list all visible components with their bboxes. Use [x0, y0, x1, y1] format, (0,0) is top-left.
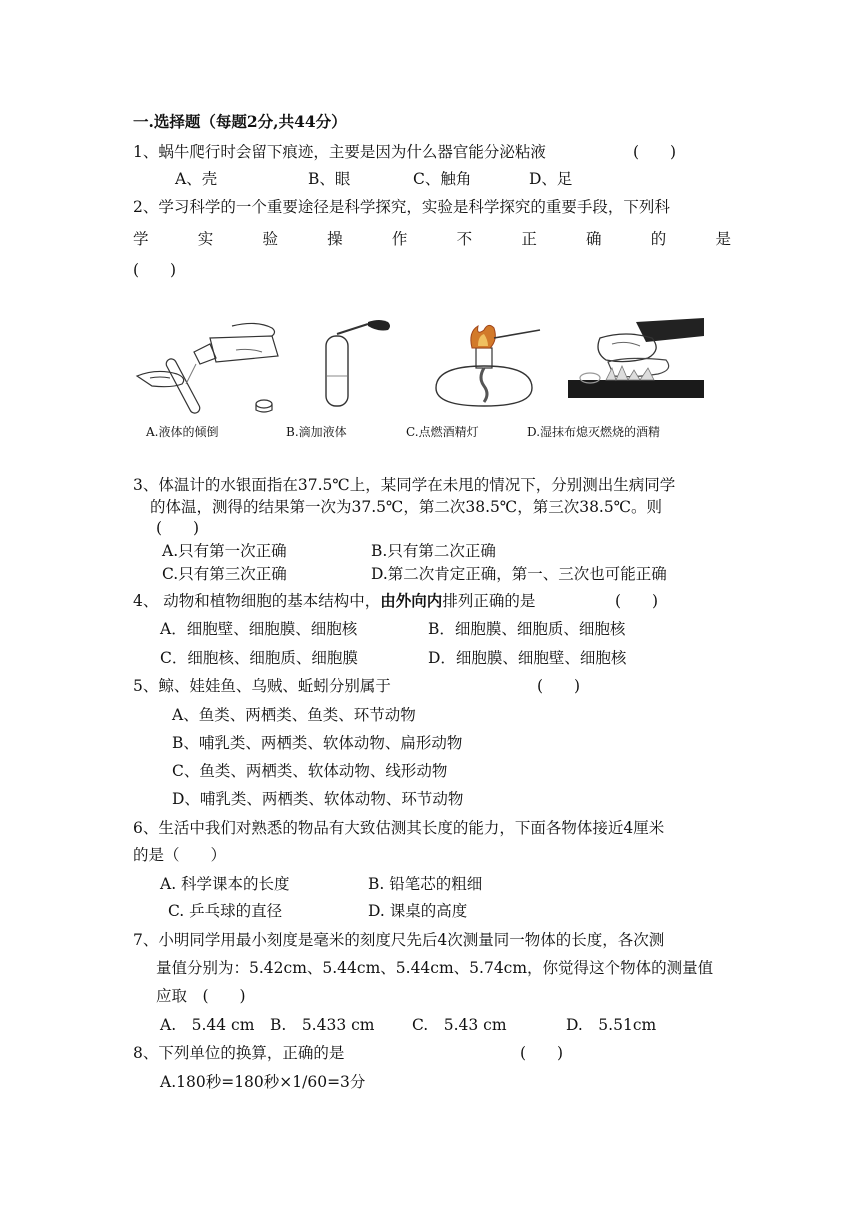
q2-char: 学	[133, 230, 149, 248]
q1-option-c: C、触角	[413, 170, 472, 188]
q7-option-c: C. 5.43 cm	[412, 1016, 507, 1034]
q4-answer-blank: ( )	[615, 592, 659, 610]
q2-answer-blank: ( )	[133, 261, 177, 279]
q1-option-b: B、眼	[308, 170, 351, 188]
q3-option-c: C.只有第三次正确	[162, 565, 287, 583]
figure-caption-b: B.滴加液体	[286, 425, 347, 439]
q4-option-d: D．细胞膜、细胞壁、细胞核	[428, 649, 627, 667]
q2-char: 作	[391, 230, 408, 248]
q8-stem: 8、下列单位的换算，正确的是	[133, 1044, 345, 1062]
q7-option-b: B. 5.433 cm	[270, 1016, 375, 1034]
figure-caption-c: C.点燃酒精灯	[406, 425, 479, 439]
q7-line-2: 量值分别为：5.42cm、5.44cm、5.44cm、5.74cm，你觉得这个物体的测量值	[156, 959, 714, 977]
q1-stem: 1、蜗牛爬行时会留下痕迹，主要是因为什么器官能分泌粘液	[133, 143, 546, 161]
q1-answer-blank: ( )	[633, 143, 677, 161]
q4-stem	[133, 590, 535, 612]
q7-line-1: 7、小明同学用最小刻度是毫米的刻度尺先后4次测量同一物体的长度，各次测	[133, 931, 665, 949]
figure-caption-a: A.液体的倾倒	[146, 425, 219, 439]
q6-option-d: D. 课桌的高度	[368, 902, 468, 920]
dropper-illustration	[318, 316, 398, 408]
q3-line-2: 的体温，测得的结果第一次为37.5℃，第二次38.5℃，第三次38.5℃。则	[150, 498, 663, 516]
q5-option-d: D、哺乳类、两栖类、软体动物、环节动物	[172, 790, 464, 808]
wet-cloth-extinguish-illustration	[566, 316, 706, 410]
q4-stem-prefix: 4、 动物和植物细胞的基本结构中，	[133, 592, 381, 610]
q6-option-c: C. 乒乓球的直径	[168, 902, 283, 920]
q2-char: 不	[456, 230, 473, 248]
q7-option-d: D. 5.51cm	[566, 1016, 657, 1034]
q4-option-b: B．细胞膜、细胞质、细胞核	[428, 620, 626, 638]
q1-option-d: D、足	[529, 170, 573, 188]
q4-option-a: A．细胞壁、细胞膜、细胞核	[160, 620, 358, 638]
section-title: 一.选择题（每题2分,共44分）	[133, 112, 347, 131]
q2-char: 是	[715, 230, 731, 248]
q6-line-2: 的是（ ）	[133, 846, 227, 864]
q2-line-1: 2、学习科学的一个重要途径是科学探究，实验是科学探究的重要手段，下列科	[133, 198, 670, 216]
q5-option-a: A、鱼类、两栖类、鱼类、环节动物	[172, 706, 416, 724]
q2-char: 正	[521, 230, 537, 248]
q2-char: 实	[197, 230, 214, 248]
pouring-liquid-illustration	[132, 318, 282, 418]
q6-option-b: B. 铅笔芯的粗细	[368, 875, 483, 893]
q8-answer-blank: ( )	[520, 1044, 564, 1062]
q2-char: 的	[650, 230, 667, 248]
q5-option-b: B、哺乳类、两栖类、软体动物、扁形动物	[172, 734, 463, 752]
q1-option-a: A、壳	[175, 170, 218, 188]
q4-stem-emphasis: 由外向内	[380, 591, 443, 610]
q6-line-1: 6、生活中我们对熟悉的物品有大致估测其长度的能力，下面各物体接近4厘米	[133, 819, 665, 837]
q6-option-a: A. 科学课本的长度	[160, 875, 290, 893]
q4-option-c: C．细胞核、细胞质、细胞膜	[160, 649, 358, 667]
q3-option-d: D.第二次肯定正确，第一、三次也可能正确	[371, 565, 667, 583]
q7-line-3: 应取 ( )	[156, 987, 246, 1005]
q3-answer-blank: ( )	[156, 519, 200, 537]
q5-answer-blank: ( )	[537, 677, 581, 695]
alcohol-lamp-lighting-illustration	[428, 318, 548, 410]
q3-line-1: 3、体温计的水银面指在37.5℃上，某同学在未甩的情况下，分别测出生病同学	[133, 476, 676, 494]
q4-stem-suffix: 排列正确的是	[442, 592, 536, 610]
q7-option-a: A. 5.44 cm	[160, 1016, 255, 1034]
q2-char: 确	[586, 230, 602, 248]
q3-option-b: B.只有第二次正确	[371, 542, 496, 560]
q2-char: 操	[327, 230, 343, 248]
q5-option-c: C、鱼类、两栖类、软体动物、线形动物	[172, 762, 448, 780]
q5-stem: 5、鲸、娃娃鱼、乌贼、蚯蚓分别属于	[133, 677, 391, 695]
q2-char: 验	[262, 230, 278, 248]
q2-line-2	[133, 228, 731, 250]
q8-option-a: A.180秒=180秒×1/60=3分	[160, 1073, 366, 1091]
figure-caption-d: D.湿抹布熄灭燃烧的酒精	[527, 425, 661, 439]
q3-option-a: A.只有第一次正确	[162, 542, 287, 560]
